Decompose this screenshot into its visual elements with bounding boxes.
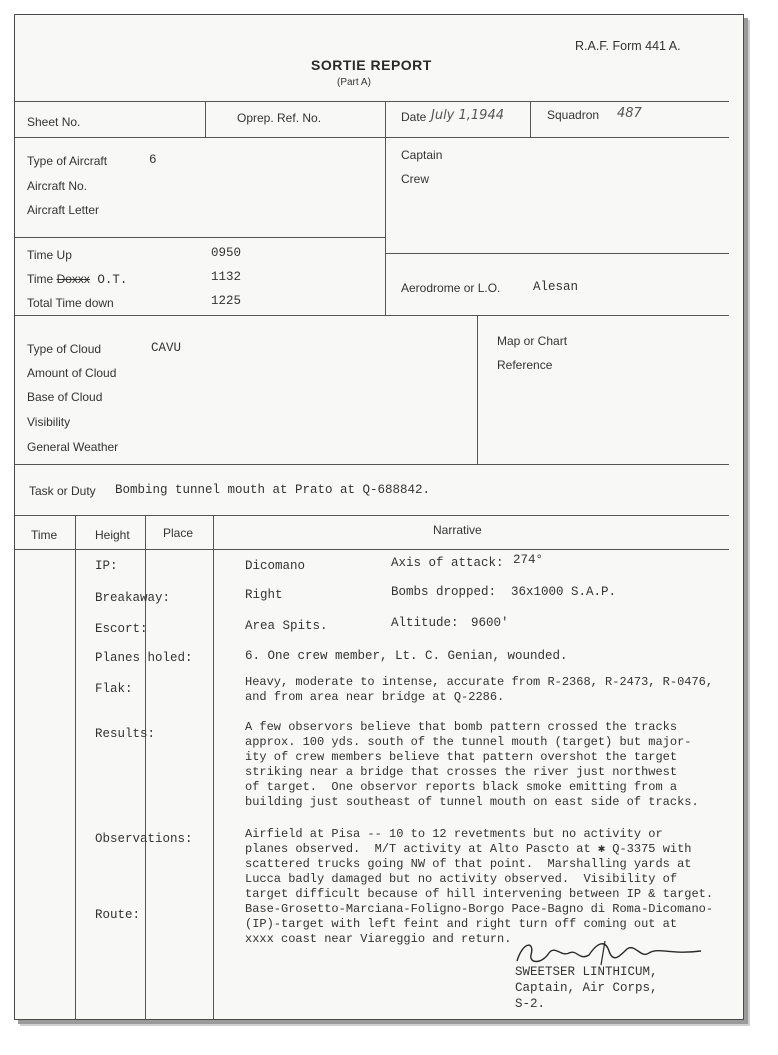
aerodrome-value: Alesan — [533, 280, 579, 294]
cloud-base-label: Base of Cloud — [27, 390, 103, 404]
axis-label: Axis of attack: — [391, 556, 504, 570]
time-up-value: 0950 — [211, 246, 242, 260]
narrative-column-header: Narrative — [433, 523, 482, 537]
bombs-value: 36x1000 S.A.P. — [511, 585, 617, 599]
ip-value: Dicomano — [245, 559, 306, 573]
aircraft-letter-label: Aircraft Letter — [27, 203, 100, 217]
squadron-value: 487 — [617, 106, 642, 121]
date-label: Date — [401, 110, 427, 124]
total-time-label: Total Time down — [27, 296, 114, 310]
flak-label: Flak: — [95, 682, 133, 696]
signature-unit: S-2. — [515, 997, 546, 1011]
task-value: Bombing tunnel mouth at Prato at Q-688842. — [115, 483, 431, 497]
altitude-label: Altitude: — [391, 616, 459, 630]
time-over-label: Time Doxxx O.T. — [27, 272, 128, 287]
report-subtitle: (Part A) — [337, 77, 371, 88]
time-up-label: Time Up — [27, 248, 72, 262]
breakaway-label: Breakaway: — [95, 591, 171, 605]
axis-value: 274° — [513, 553, 544, 567]
observations-label: Observations: — [95, 832, 193, 846]
results-label: Results: — [95, 727, 156, 741]
time-over-value: 1132 — [211, 270, 242, 284]
planes-holed-label: Planes holed: — [95, 651, 193, 665]
aircraft-no-label: Aircraft No. — [27, 179, 88, 193]
total-time-value: 1225 — [211, 294, 242, 308]
escort-label: Escort: — [95, 622, 148, 636]
results-text: A few observors believe that bomb pattern crossed the tracks approx. 100 yds. south of the tunnel mouth (target) but major- ity of crew members believe that pattern overshot the target striking near a bridge that crosses the river just northwest of target. One observor reports black smoke emitting from a building just southeast of tunnel mouth on east side of tracks. — [245, 720, 699, 809]
aerodrome-label: Aerodrome or L.O. — [401, 281, 501, 295]
date-value: July 1,1944 — [431, 108, 504, 123]
height-column-header: Height — [95, 528, 130, 542]
ip-label: IP: — [95, 559, 118, 573]
crew-label: Crew — [401, 172, 430, 186]
sortie-report-sheet — [14, 14, 744, 1020]
cloud-amount-label: Amount of Cloud — [27, 366, 117, 380]
aircraft-type-value: 6 — [149, 153, 157, 167]
general-weather-label: General Weather — [27, 440, 119, 454]
report-title: SORTIE REPORT — [311, 57, 432, 73]
breakaway-value: Right — [245, 588, 283, 602]
route-label: Route: — [95, 908, 141, 922]
form-id: R.A.F. Form 441 A. — [575, 39, 681, 53]
cloud-type-value: CAVU — [151, 341, 182, 355]
reference-label: Reference — [497, 358, 553, 372]
planes-holed-value: 6. One crew member, Lt. C. Genian, wounded. — [245, 649, 568, 663]
signature-name: SWEETSER LINTHICUM, — [515, 965, 658, 979]
bombs-label: Bombs dropped: — [391, 585, 497, 599]
escort-value: Area Spits. — [245, 619, 328, 633]
time-column-header: Time — [31, 528, 58, 542]
visibility-label: Visibility — [27, 415, 71, 429]
place-column-header: Place — [163, 526, 194, 540]
captain-label: Captain — [401, 148, 443, 162]
oprep-ref-label: Oprep. Ref. No. — [237, 111, 322, 125]
task-label: Task or Duty — [29, 484, 96, 498]
altitude-value: 9600' — [471, 616, 509, 630]
squadron-label: Squadron — [547, 108, 600, 122]
sheet-no-label: Sheet No. — [27, 115, 81, 129]
map-chart-label: Map or Chart — [497, 334, 568, 348]
aircraft-type-label: Type of Aircraft — [27, 154, 108, 168]
signature-rank: Captain, Air Corps, — [515, 981, 658, 995]
flak-text: Heavy, moderate to intense, accurate from R-2368, R-2473, R-0476, and from area near bridge at Q-2286. — [245, 675, 714, 704]
cloud-type-label: Type of Cloud — [27, 342, 102, 356]
observations-text: Airfield at Pisa -- 10 to 12 revetments but no activity or planes observed. M/T activity at Alto Pascto at ✱ Q-3375 with scattered trucks going NW of that point. Marshalling yards at Lucca badly damaged but no activity observed. Visibility of target difficult because of hill intervening between IP & target. Base-Grosetto-Marciana-Foligno-Borgo Pace-Bagno di Roma-Dicomano- (IP)-target with left feint and right turn off coming out at xxxx coast near Viareggio and return. — [245, 827, 714, 946]
